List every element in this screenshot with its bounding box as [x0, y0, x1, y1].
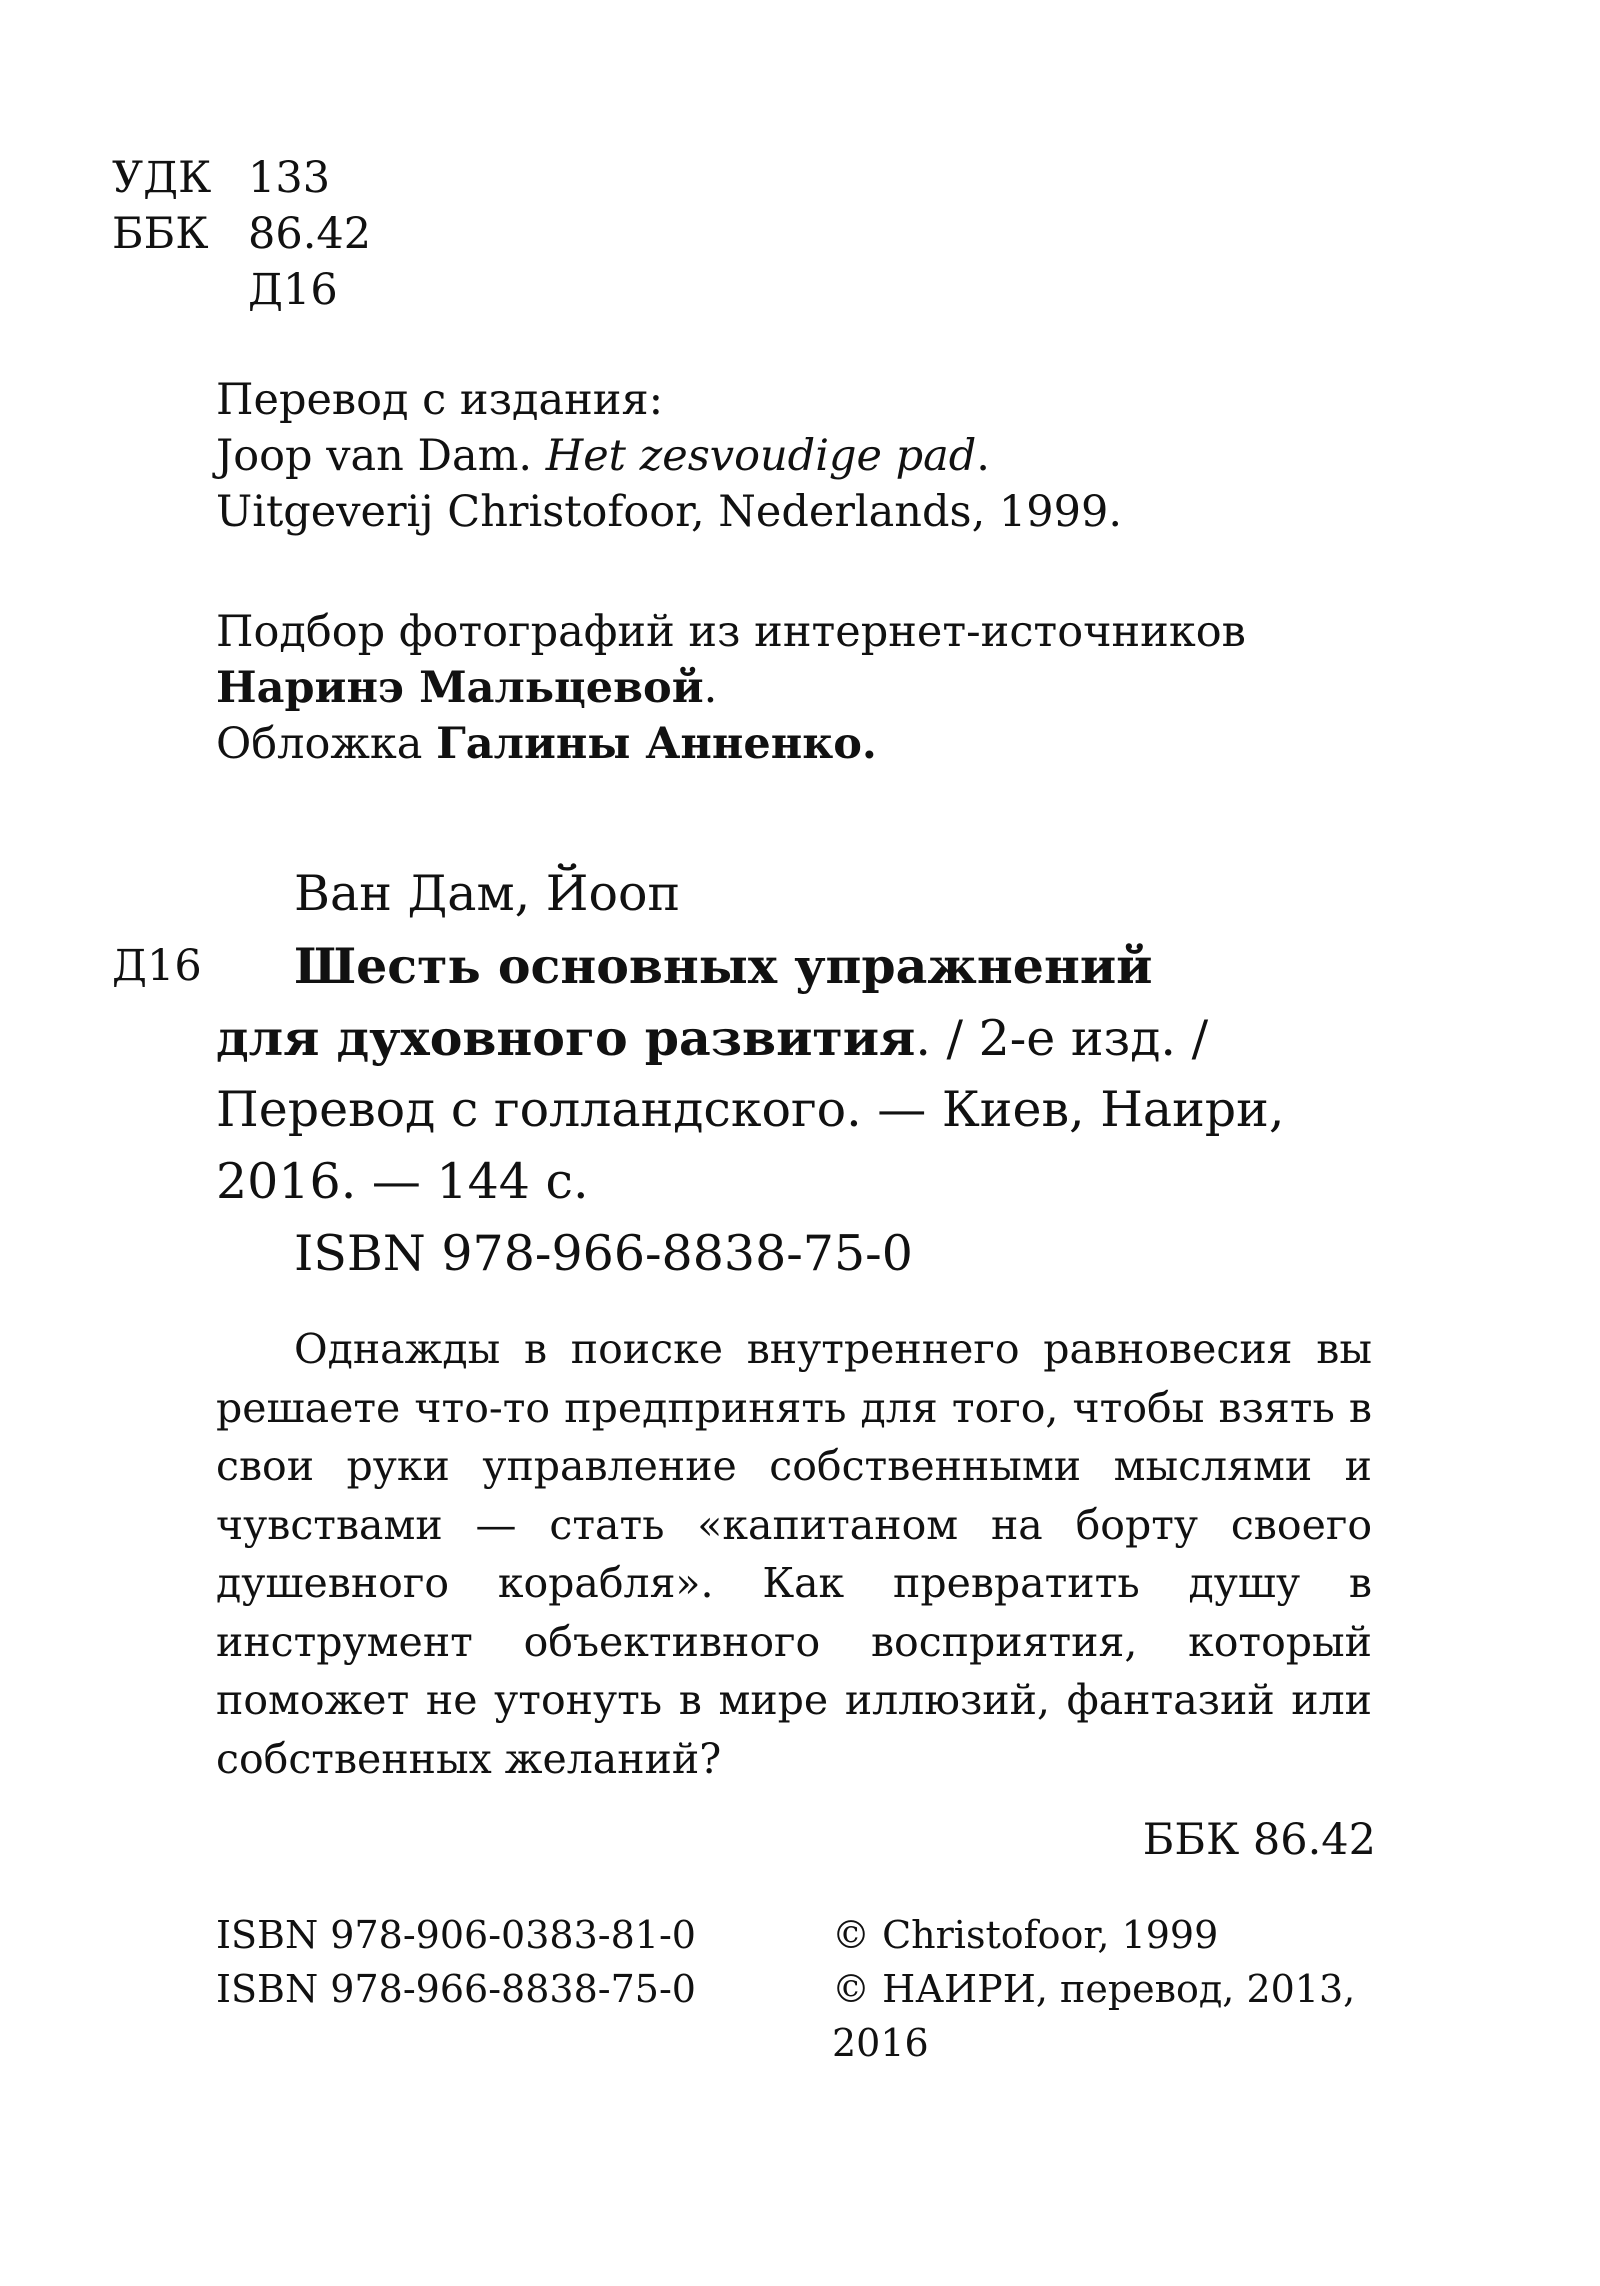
original-title-line — [216, 428, 990, 484]
original-title: Het zesvoudige pad — [545, 431, 977, 481]
description-text: Однажды в поиске внутреннего равновесия вы решаете что-то предпринять для того, чтобы взять в свои руки управление собственными мыслями и чувствами — стать «капитаном на борту своего душевного корабля». Как превратить душу в инструмент объективного восприятия, который поможет не утонуть в мире иллюзий, фантазий или собственных желаний? — [216, 1325, 1372, 1783]
record-isbn: ISBN 978-966-8838-75-0 — [294, 1225, 913, 1282]
bbk-value: 86.42 — [248, 209, 372, 259]
bbk-label: ББК — [112, 209, 209, 259]
copyright-1: © Christofoor, 1999 — [832, 1913, 1219, 1957]
cover-credit-line — [216, 716, 877, 772]
photo-credit-end: . — [703, 663, 718, 713]
original-title-end: . — [976, 431, 990, 481]
isbn-original: ISBN 978-906-0383-81-0 — [216, 1913, 696, 1957]
original-heading: Перевод с издания: — [216, 375, 664, 425]
record-title-1: Шесть основных упражнений — [294, 937, 1153, 995]
copyright-2: © НАИРИ, перевод, 2013, — [832, 1967, 1356, 2011]
isbn-translation: ISBN 978-966-8838-75-0 — [216, 1967, 696, 2011]
photo-credit-name-line — [216, 660, 717, 716]
record-edition: . / 2-е изд. / — [915, 1010, 1209, 1067]
original-publisher: Uitgeverij Christofoor, Nederlands, 1999. — [216, 487, 1123, 537]
udk-label: УДК — [112, 153, 212, 203]
photo-credit-line: Подбор фотографий из интернет-источников — [216, 607, 1246, 657]
original-author: Joop van Dam. — [216, 431, 533, 481]
record-mark: Д16 — [112, 941, 202, 991]
record-author: Ван Дам, Йооп — [294, 865, 681, 922]
bbk-footer: ББК 86.42 — [1142, 1815, 1376, 1865]
author-mark: Д16 — [248, 265, 338, 315]
record-line4: 2016. — 144 с. — [216, 1153, 589, 1210]
description — [216, 1320, 1372, 1788]
photo-credit-name: Наринэ Мальцевой — [216, 663, 704, 713]
record-title-line1 — [294, 930, 1153, 1003]
record-line3: Перевод с голландского. — Киев, Наири, — [216, 1081, 1285, 1138]
record-title-2: для духовного развития — [216, 1009, 916, 1067]
record-title-line2 — [216, 1002, 1208, 1075]
cover-credit-label: Обложка — [216, 719, 423, 769]
cover-credit-name: Галины Анненко. — [436, 719, 877, 769]
copyright-3: 2016 — [832, 2021, 929, 2065]
udk-value: 133 — [248, 153, 331, 203]
